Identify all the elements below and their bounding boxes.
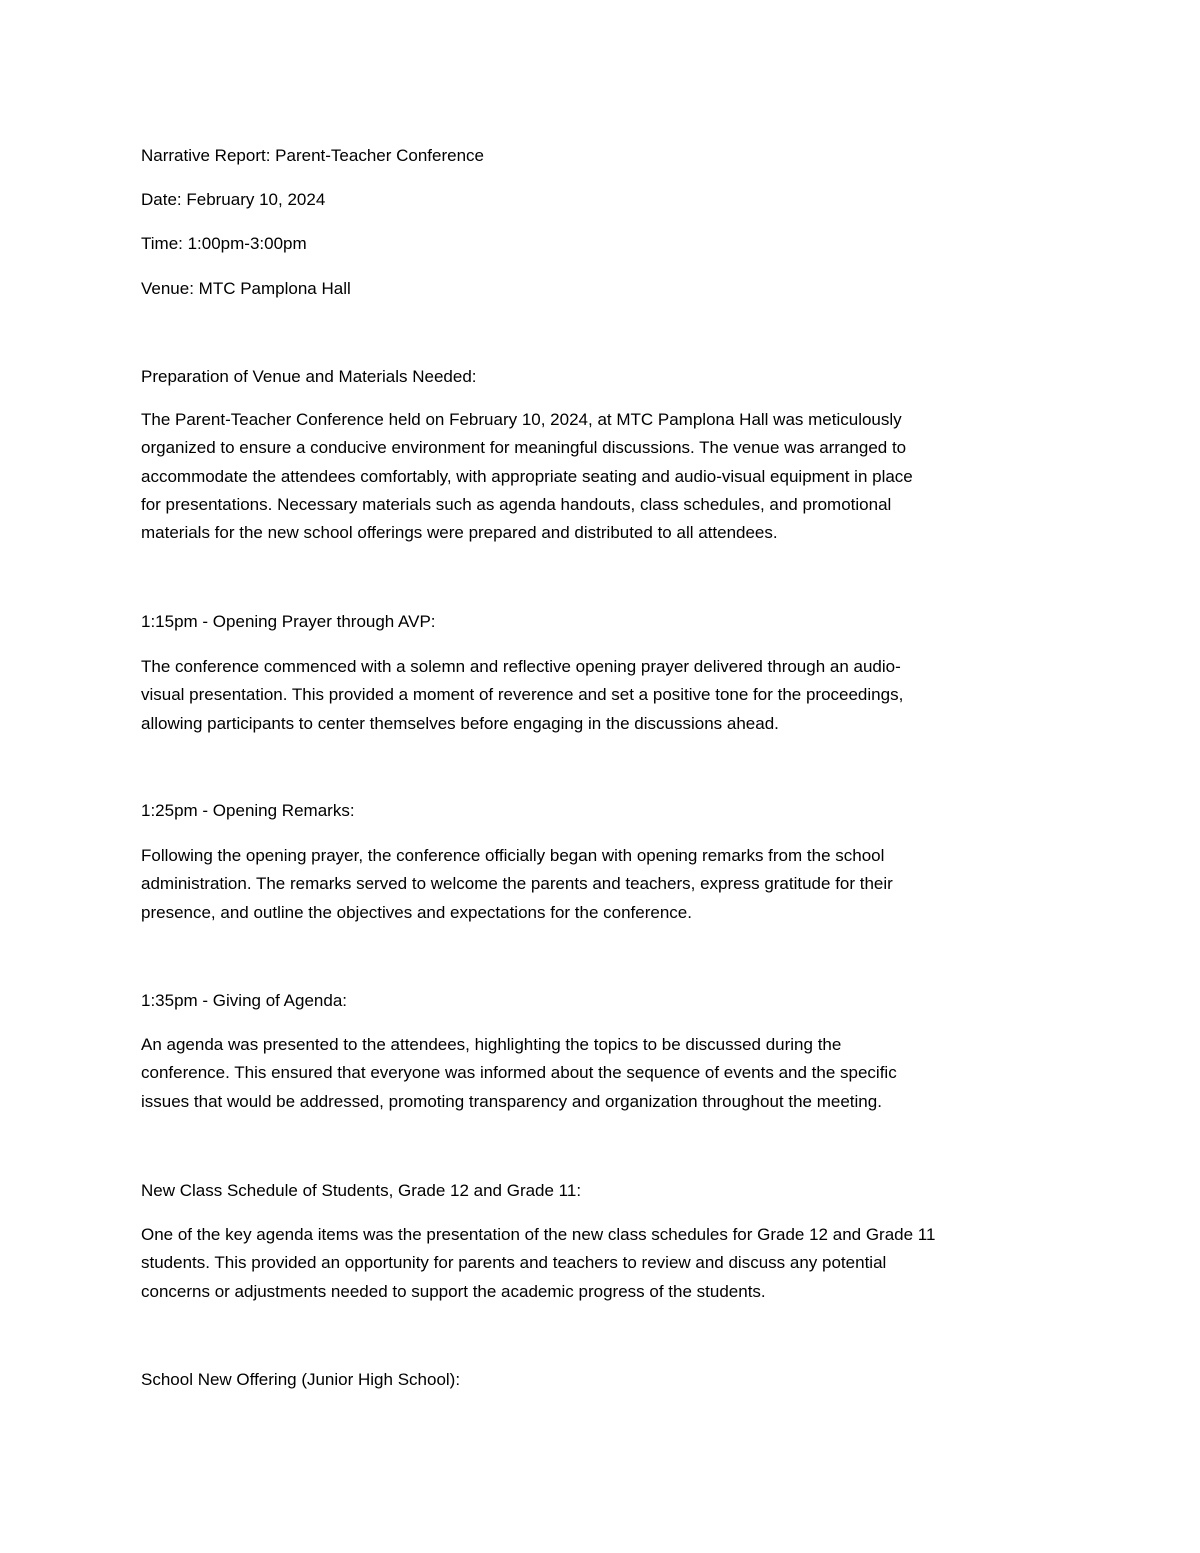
paragraph-line: Following the opening prayer, the conference officially began with opening remarks from the school [141, 846, 885, 865]
section-heading-opening-prayer: 1:15pm - Opening Prayer through AVP: [141, 612, 436, 631]
paragraph-line: The conference commenced with a solemn and reflective opening prayer delivered through an audio- [141, 657, 901, 676]
paragraph-line: for presentations. Necessary materials such as agenda handouts, class schedules, and promotional [141, 494, 892, 514]
paragraph-line: materials for the new school offerings were prepared and distributed to all attendees. [141, 523, 778, 543]
paragraph-line: accommodate the attendees comfortably, with appropriate seating and audio-visual equipment in place [141, 466, 913, 486]
paragraph-line: organized to ensure a conducive environment for meaningful discussions. The venue was arranged to [141, 438, 907, 458]
paragraph-line: allowing participants to center themselves before engaging in the discussions ahead. [141, 713, 779, 733]
document-title: Narrative Report: Parent-Teacher Conference [141, 146, 484, 165]
section-heading-class-schedule: New Class Schedule of Students, Grade 12 and Grade 11: [141, 1181, 582, 1200]
paragraph-line: students. This provided an opportunity for parents and teachers to review and discuss any potential [141, 1253, 887, 1273]
paragraph-line: concerns or adjustments needed to support the academic progress of the students. [141, 1281, 766, 1301]
venue-line: Venue: MTC Pamplona Hall [141, 279, 351, 298]
date-line: Date: February 10, 2024 [141, 190, 326, 209]
section-body-class-schedule [141, 1221, 1061, 1306]
section-heading-agenda: 1:35pm - Giving of Agenda: [141, 991, 348, 1010]
section-body-agenda [141, 1031, 1061, 1116]
section-heading-new-offering: School New Offering (Junior High School): [141, 1370, 461, 1389]
section-body-opening-prayer [141, 653, 1061, 738]
section-heading-preparation: Preparation of Venue and Materials Needed: [141, 367, 477, 386]
section-heading-opening-remarks: 1:25pm - Opening Remarks: [141, 801, 355, 820]
section-body-opening-remarks [141, 842, 1061, 927]
paragraph-line: visual presentation. This provided a moment of reverence and set a positive tone for the proceedings, [141, 685, 904, 705]
paragraph-line: An agenda was presented to the attendees, highlighting the topics to be discussed during the [141, 1035, 842, 1054]
paragraph-line: presence, and outline the objectives and expectations for the conference. [141, 902, 692, 922]
paragraph-line: One of the key agenda items was the presentation of the new class schedules for Grade 12 and Grade 11 [141, 1225, 936, 1244]
paragraph-line: conference. This ensured that everyone was informed about the sequence of events and the specific [141, 1063, 897, 1083]
paragraph-line: The Parent-Teacher Conference held on February 10, 2024, at MTC Pamplona Hall was meticulously [141, 410, 902, 429]
paragraph-line: administration. The remarks served to welcome the parents and teachers, express gratitude for their [141, 874, 893, 894]
paragraph-line: issues that would be addressed, promoting transparency and organization throughout the meeting. [141, 1091, 882, 1111]
section-body-preparation [141, 406, 1061, 547]
time-line: Time: 1:00pm-3:00pm [141, 234, 307, 253]
